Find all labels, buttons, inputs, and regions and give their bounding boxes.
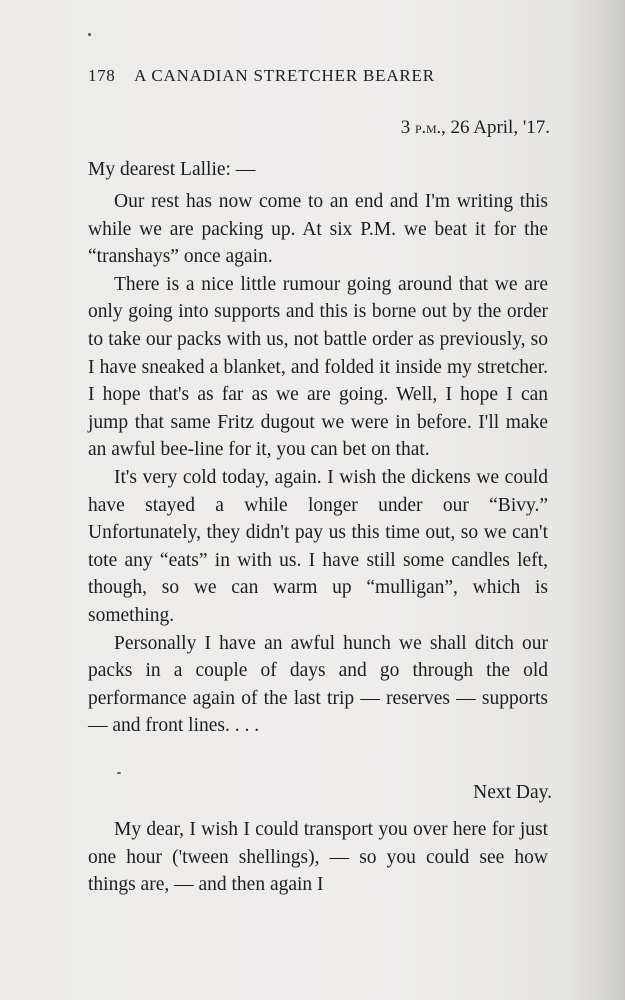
letter-body-continued: [88, 816, 548, 899]
dateline-time: 3: [400, 117, 411, 138]
letter-dateline: [401, 117, 550, 139]
paragraph: There is a nice little rumour going around that we are only going into supports and this is borne out by the order to take our packs with us, not battle order as previously, so I have sneaked a blanket, and folded it inside my stretcher. I hope that's as far as we are going. Well, I hope I can jump that same Fritz dugout we were in before. I'll make an awful bee-line for it, you can bet on that.: [88, 273, 548, 461]
salutation: My dearest Lallie: —: [88, 159, 256, 180]
page-number: 178: [88, 66, 116, 85]
dateline-meridiem: p.m.: [414, 117, 442, 137]
ink-speck: [117, 772, 121, 774]
paragraph: Our rest has now come to an end and I'm writing this while we are packing up. At six P.M. we beat it for the “transhays” once again.: [88, 191, 548, 268]
ink-speck: [88, 33, 91, 36]
running-head: [88, 66, 435, 86]
paragraph: Personally I have an awful hunch we shall ditch our packs in a couple of days and go through the old performance again of the last trip — reserves — supports — and front lines. . . .: [88, 632, 548, 737]
dateline-date: , 26 April, '17.: [441, 117, 550, 138]
paragraph: My dear, I wish I could transport you over here for just one hour ('tween shellings), — so you could see how things are, — and then again I: [88, 819, 548, 896]
paragraph: It's very cold today, again. I wish the dickens we could have stayed a while longer under our “Bivy.” Unfortunately, they didn't pay us this time out, so we can't tote any “eats” in with us. I have still some candles left, though, so we can warm up “mulligan”, which is something.: [88, 466, 548, 626]
letter-body: [88, 188, 548, 740]
book-title: A CANADIAN STRETCHER BEARER: [134, 66, 435, 85]
next-day-heading: Next Day.: [473, 782, 552, 803]
